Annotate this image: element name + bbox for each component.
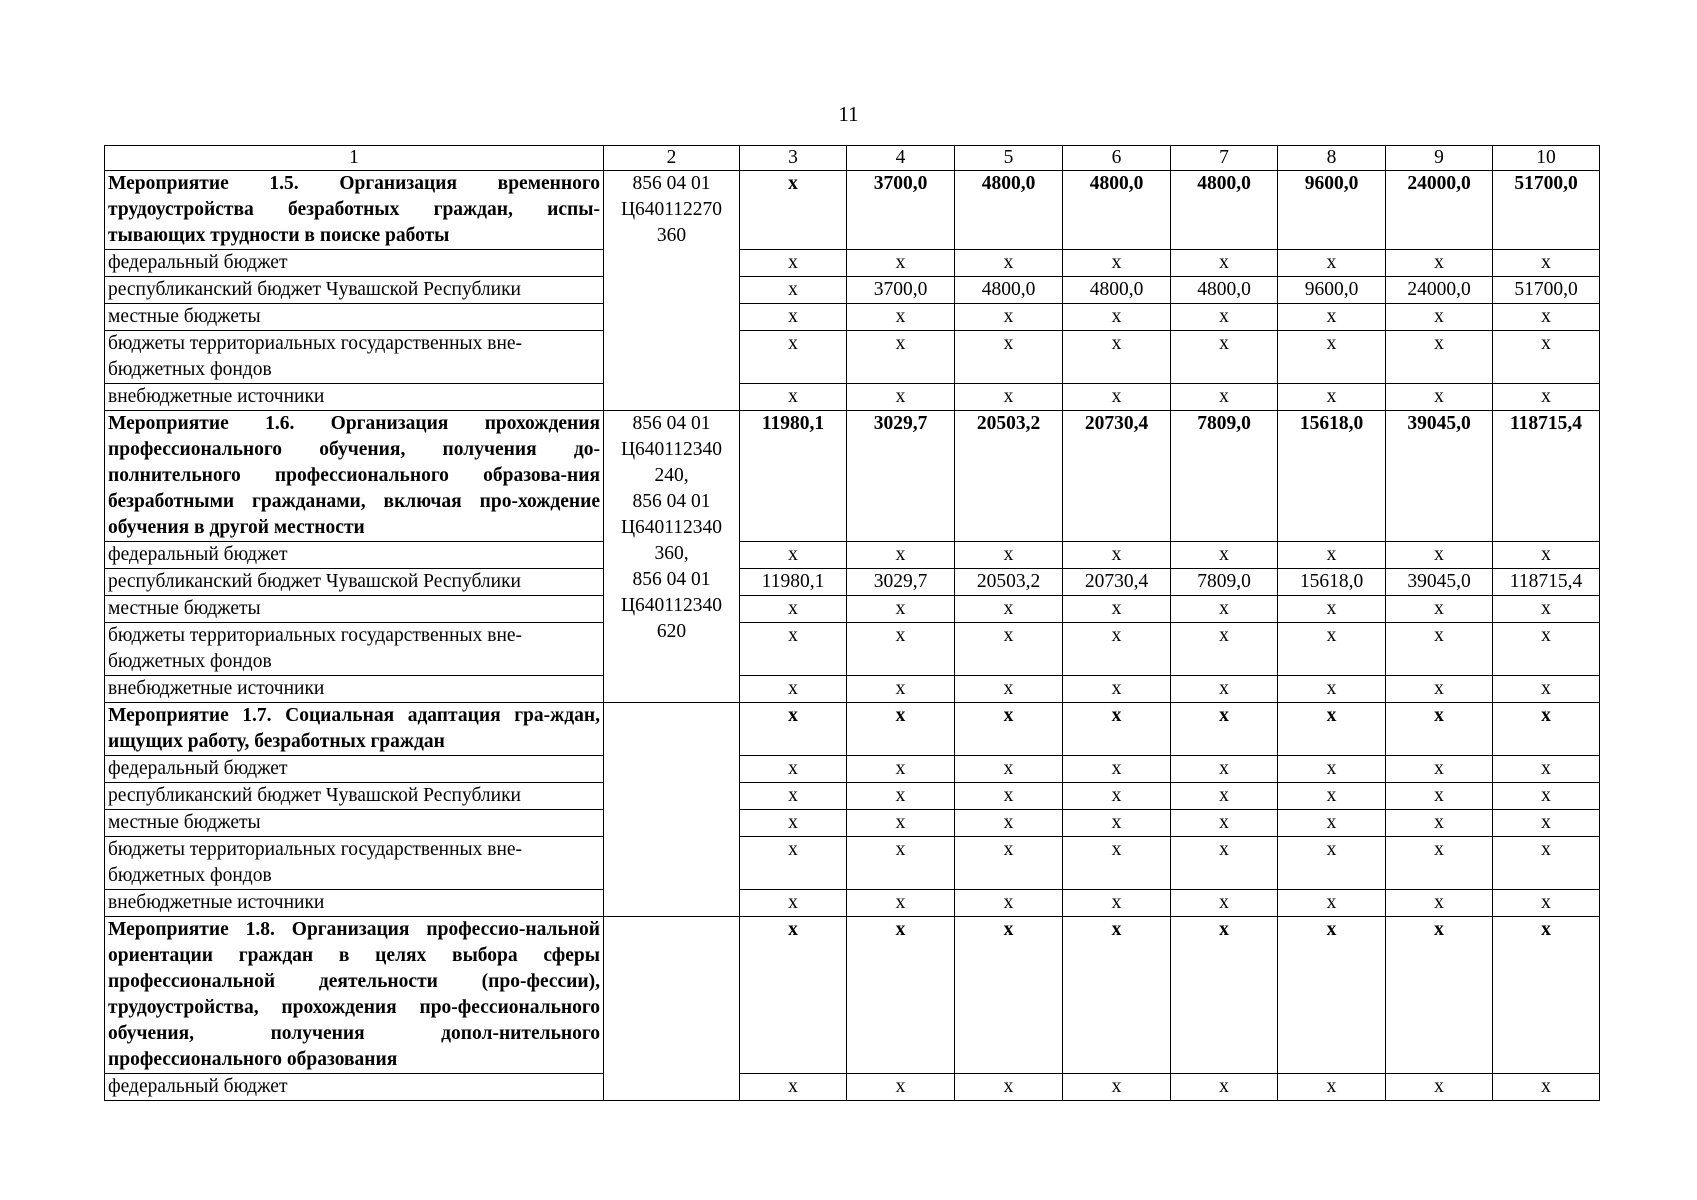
header-cell: 3 (740, 146, 847, 171)
funding-value: х (955, 384, 1063, 411)
funding-value: 4800,0 (1063, 277, 1171, 304)
funding-value: х (955, 596, 1063, 623)
funding-value: х (955, 676, 1063, 703)
measure-row (105, 411, 1600, 542)
funding-value: х (740, 1074, 847, 1101)
funding-value: х (740, 623, 847, 676)
funding-value: 39045,0 (1386, 569, 1493, 596)
funding-value: 9600,0 (1278, 277, 1386, 304)
funding-value: х (1386, 623, 1493, 676)
funding-value: х (955, 810, 1063, 837)
funding-value: х (1063, 596, 1171, 623)
budget-code: 856 04 01 Ц640112270 360 (604, 171, 740, 411)
total-value: х (847, 917, 955, 1074)
funding-value: х (847, 304, 955, 331)
budget-table (104, 145, 1600, 1101)
funding-value: х (955, 542, 1063, 569)
funding-value: х (1278, 250, 1386, 277)
funding-value: х (1063, 304, 1171, 331)
funding-value: х (1386, 1074, 1493, 1101)
funding-value: х (955, 837, 1063, 890)
funding-value: х (740, 542, 847, 569)
funding-value: х (955, 1074, 1063, 1101)
funding-value: х (1386, 890, 1493, 917)
measure-title: Мероприятие 1.5. Организация временного трудоустройства безработных граждан, испы-тывающих трудности в поиске работы (105, 171, 604, 250)
page-number: 11 (838, 102, 859, 126)
total-value: 51700,0 (1493, 171, 1600, 250)
funding-value: х (1493, 250, 1600, 277)
funding-source: бюджеты территориальных государственных вне-бюджетных фондов (105, 623, 604, 676)
total-value: х (847, 703, 955, 756)
funding-source: бюджеты территориальных государственных вне-бюджетных фондов (105, 837, 604, 890)
source-row (105, 384, 1600, 411)
funding-value: х (1493, 331, 1600, 384)
funding-value: х (1063, 783, 1171, 810)
funding-value: х (1493, 890, 1600, 917)
source-row (105, 890, 1600, 917)
funding-source: республиканский бюджет Чувашской Республики (105, 277, 604, 304)
funding-value: х (847, 837, 955, 890)
funding-value: х (1171, 837, 1278, 890)
funding-source: местные бюджеты (105, 596, 604, 623)
funding-value: х (1063, 1074, 1171, 1101)
funding-value: х (1278, 837, 1386, 890)
funding-value: х (1493, 304, 1600, 331)
funding-value: х (955, 756, 1063, 783)
funding-value: 51700,0 (1493, 277, 1600, 304)
funding-value: х (847, 783, 955, 810)
funding-value: х (1171, 676, 1278, 703)
funding-value: х (740, 596, 847, 623)
measure-row (105, 917, 1600, 1074)
funding-value: х (1493, 783, 1600, 810)
funding-value: х (1171, 623, 1278, 676)
measure-row (105, 703, 1600, 756)
funding-value: 3700,0 (847, 277, 955, 304)
funding-value: х (1278, 542, 1386, 569)
total-value: 4800,0 (1063, 171, 1171, 250)
funding-value: х (1493, 676, 1600, 703)
header-cell: 4 (847, 146, 955, 171)
funding-value: х (1171, 890, 1278, 917)
funding-value: х (1278, 623, 1386, 676)
funding-value: х (1386, 837, 1493, 890)
total-value: 4800,0 (955, 171, 1063, 250)
funding-value: х (955, 890, 1063, 917)
funding-value: х (1386, 542, 1493, 569)
funding-value: х (740, 277, 847, 304)
funding-value: х (1171, 250, 1278, 277)
total-value: 20503,2 (955, 411, 1063, 542)
funding-value: 4800,0 (955, 277, 1063, 304)
total-value: 4800,0 (1171, 171, 1278, 250)
funding-value: х (1386, 250, 1493, 277)
source-row (105, 596, 1600, 623)
total-value: х (1493, 703, 1600, 756)
funding-value: 11980,1 (740, 569, 847, 596)
source-row (105, 331, 1600, 384)
funding-value: х (1386, 596, 1493, 623)
funding-value: х (1386, 384, 1493, 411)
funding-value: х (1386, 756, 1493, 783)
funding-value: х (740, 304, 847, 331)
source-row (105, 542, 1600, 569)
source-row (105, 810, 1600, 837)
header-cell: 9 (1386, 146, 1493, 171)
measure-title: Мероприятие 1.7. Социальная адаптация гра-ждан, ищущих работу, безработных граждан (105, 703, 604, 756)
funding-value: х (1278, 1074, 1386, 1101)
total-value: х (740, 171, 847, 250)
funding-value: х (1063, 384, 1171, 411)
funding-value: х (740, 810, 847, 837)
funding-source: федеральный бюджет (105, 542, 604, 569)
funding-value: х (1171, 1074, 1278, 1101)
funding-value: х (1063, 890, 1171, 917)
funding-value: х (1063, 331, 1171, 384)
source-row (105, 676, 1600, 703)
funding-value: 15618,0 (1278, 569, 1386, 596)
source-row (105, 304, 1600, 331)
funding-value: х (1171, 304, 1278, 331)
funding-value: х (1171, 756, 1278, 783)
funding-value: х (955, 250, 1063, 277)
funding-value: х (847, 623, 955, 676)
funding-value: х (1063, 250, 1171, 277)
funding-value: 3029,7 (847, 569, 955, 596)
header-row (105, 146, 1600, 171)
header-cell: 5 (955, 146, 1063, 171)
funding-value: х (1278, 384, 1386, 411)
funding-value: х (1278, 676, 1386, 703)
funding-source: республиканский бюджет Чувашской Республики (105, 783, 604, 810)
funding-source: бюджеты территориальных государственных вне-бюджетных фондов (105, 331, 604, 384)
header-cell: 7 (1171, 146, 1278, 171)
funding-value: х (1386, 676, 1493, 703)
funding-source: внебюджетные источники (105, 676, 604, 703)
funding-value: х (847, 596, 955, 623)
funding-value: 118715,4 (1493, 569, 1600, 596)
budget-code (604, 917, 740, 1101)
funding-value: х (1171, 331, 1278, 384)
funding-value: 24000,0 (1386, 277, 1493, 304)
funding-value: х (847, 250, 955, 277)
funding-value: х (1278, 756, 1386, 783)
table-body (105, 146, 1600, 1101)
measure-title: Мероприятие 1.8. Организация профессио-нальной ориентации граждан в целях выбора сферы профессиональной деятельности (про-фессии), трудоустройства, прохождения про-фессионального обучения, получения допол-нительного профессионального образования (105, 917, 604, 1074)
total-value: х (1278, 917, 1386, 1074)
total-value: х (1171, 703, 1278, 756)
funding-value: х (1063, 623, 1171, 676)
total-value: х (740, 703, 847, 756)
funding-value: х (1063, 837, 1171, 890)
funding-value: х (1493, 756, 1600, 783)
total-value: 7809,0 (1171, 411, 1278, 542)
funding-value: х (1063, 676, 1171, 703)
funding-source: внебюджетные источники (105, 384, 604, 411)
source-row (105, 277, 1600, 304)
funding-value: х (1278, 810, 1386, 837)
funding-value: х (847, 890, 955, 917)
total-value: х (1493, 917, 1600, 1074)
total-value: 39045,0 (1386, 411, 1493, 542)
funding-value: х (847, 331, 955, 384)
total-value: 20730,4 (1063, 411, 1171, 542)
source-row (105, 756, 1600, 783)
funding-value: х (847, 810, 955, 837)
funding-value: х (1171, 384, 1278, 411)
total-value: х (1063, 917, 1171, 1074)
funding-value: х (1493, 384, 1600, 411)
total-value: 3700,0 (847, 171, 955, 250)
funding-source: республиканский бюджет Чувашской Республики (105, 569, 604, 596)
funding-value: х (847, 384, 955, 411)
funding-value: х (1278, 331, 1386, 384)
budget-code (604, 703, 740, 917)
funding-value: х (955, 304, 1063, 331)
total-value: 3029,7 (847, 411, 955, 542)
funding-value: х (1171, 783, 1278, 810)
source-row (105, 250, 1600, 277)
funding-value: х (1278, 890, 1386, 917)
funding-value: х (1493, 810, 1600, 837)
funding-source: федеральный бюджет (105, 1074, 604, 1101)
funding-value: х (955, 783, 1063, 810)
funding-value: 20730,4 (1063, 569, 1171, 596)
funding-source: местные бюджеты (105, 304, 604, 331)
header-cell: 6 (1063, 146, 1171, 171)
funding-value: 20503,2 (955, 569, 1063, 596)
source-row (105, 569, 1600, 596)
funding-value: х (740, 384, 847, 411)
funding-value: 7809,0 (1171, 569, 1278, 596)
funding-value: х (1386, 810, 1493, 837)
source-row (105, 783, 1600, 810)
funding-value: 4800,0 (1171, 277, 1278, 304)
header-cell: 2 (604, 146, 740, 171)
funding-value: х (1063, 756, 1171, 783)
total-value: х (1386, 703, 1493, 756)
funding-value: х (740, 837, 847, 890)
total-value: х (1386, 917, 1493, 1074)
funding-value: х (1493, 596, 1600, 623)
funding-value: х (847, 756, 955, 783)
funding-value: х (955, 331, 1063, 384)
funding-value: х (740, 331, 847, 384)
source-row (105, 837, 1600, 890)
funding-value: х (1171, 810, 1278, 837)
total-value: х (1278, 703, 1386, 756)
funding-value: х (1386, 783, 1493, 810)
total-value: 9600,0 (1278, 171, 1386, 250)
budget-code: 856 04 01 Ц640112340 240, 856 04 01 Ц640112340 360, 856 04 01 Ц640112340 620 (604, 411, 740, 703)
funding-value: х (1171, 596, 1278, 623)
total-value: 15618,0 (1278, 411, 1386, 542)
funding-value: х (1386, 304, 1493, 331)
total-value: х (955, 917, 1063, 1074)
funding-value: х (955, 623, 1063, 676)
header-cell: 8 (1278, 146, 1386, 171)
total-value: х (1171, 917, 1278, 1074)
funding-value: х (740, 890, 847, 917)
funding-value: х (1063, 542, 1171, 569)
funding-source: внебюджетные источники (105, 890, 604, 917)
funding-value: х (847, 676, 955, 703)
total-value: х (955, 703, 1063, 756)
header-cell: 1 (105, 146, 604, 171)
funding-value: х (1278, 783, 1386, 810)
total-value: х (1063, 703, 1171, 756)
funding-value: х (740, 756, 847, 783)
funding-value: х (1493, 837, 1600, 890)
funding-value: х (1171, 542, 1278, 569)
funding-value: х (1278, 304, 1386, 331)
header-cell: 10 (1493, 146, 1600, 171)
source-row (105, 623, 1600, 676)
funding-value: х (1063, 810, 1171, 837)
total-value: 118715,4 (1493, 411, 1600, 542)
funding-value: х (740, 250, 847, 277)
total-value: х (740, 917, 847, 1074)
funding-value: х (740, 783, 847, 810)
measure-title: Мероприятие 1.6. Организация прохождения профессионального обучения, получения до-полнительного профессионального образова-ния безработными гражданами, включая про-хождение обучения в другой местности (105, 411, 604, 542)
funding-source: федеральный бюджет (105, 756, 604, 783)
funding-value: х (847, 1074, 955, 1101)
funding-value: х (1493, 623, 1600, 676)
funding-value: х (1493, 1074, 1600, 1101)
source-row (105, 1074, 1600, 1101)
measure-row (105, 171, 1600, 250)
funding-value: х (1493, 542, 1600, 569)
total-value: 24000,0 (1386, 171, 1493, 250)
funding-source: федеральный бюджет (105, 250, 604, 277)
funding-value: х (740, 676, 847, 703)
funding-value: х (847, 542, 955, 569)
funding-value: х (1278, 596, 1386, 623)
funding-source: местные бюджеты (105, 810, 604, 837)
funding-value: х (1386, 331, 1493, 384)
total-value: 11980,1 (740, 411, 847, 542)
